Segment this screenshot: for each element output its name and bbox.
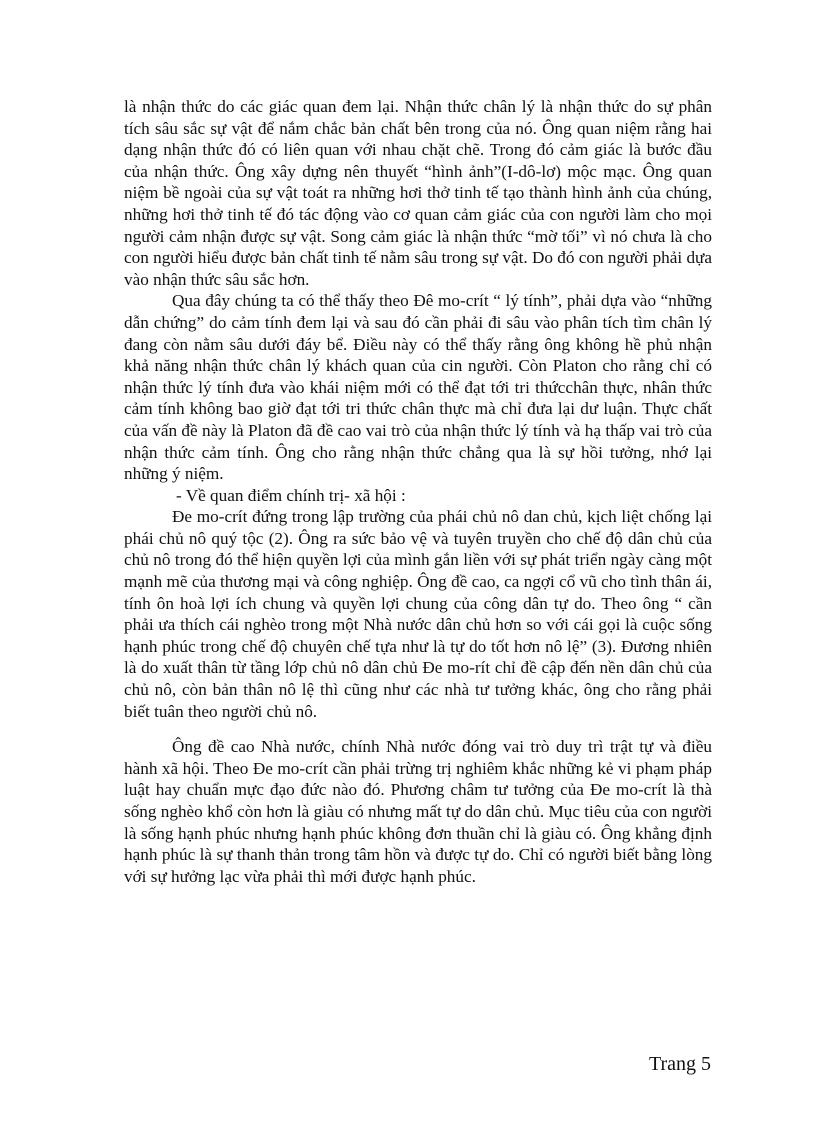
page-number: Trang 5 — [648, 1053, 711, 1075]
paragraph-democratic-slave-owners: Đe mo-crít đứng trong lập trường của phái chủ nô dan chủ, kịch liệt chống lại phái chủ nô quý tộc (2). Ông ra sức bảo vệ và tuyên truyền cho chế độ dân chủ của chủ nô trong đó thể hiện quyền lợi của mình gắn liền với sự phát triển ngày càng một mạnh mẽ của thương mại và công nghiệp. Ông đề cao, ca ngợi cổ vũ cho tình thân ái, tính ôn hoà lợi ích chung và quyền lợi chung của công dân tự do. Theo ông “ cần phải ưa thích cái nghèo trong một Nhà nước dân chủ hơn so với cái gọi là cuộc sống hạnh phúc trong chế độ chuyên chế tựa như là tự do tốt hơn nô lệ” (3). Đương nhiên là do xuất thân từ tầng lớp chủ nô dân chủ Đe mo-rít chỉ đề cập đến nền dân chủ của chủ nô, còn bản thân nô lệ thì cũng như các nhà tư tưởng khác, ông cho rằng phải biết tuân theo người chủ nô. — [124, 507, 712, 721]
paragraph-state-and-happiness: Ông đề cao Nhà nước, chính Nhà nước đóng vai trò duy trì trật tự và điều hành xã hội. Theo Đe mo-crít cần phải trừng trị nghiêm khắc những kẻ vi phạm pháp luật hay chuẩn mực đạo đức nào đó. Phương châm tư tưởng của Đe mo-crít là thà sống nghèo khổ còn hơn là giàu có nhưng mất tự do dân chủ. Mục tiêu của con người là sống hạnh phúc nhưng hạnh phúc không đơn thuần chỉ là giàu có. Ông khẳng định hạnh phúc là sự thanh thản trong tâm hồn và được tự do. Chỉ có người biết bằng lòng với sự hưởng lạc vừa phải thì mới được hạnh phúc. — [124, 737, 712, 886]
document-page-body — [124, 96, 712, 887]
section-heading-political-social: - Về quan điểm chính trị- xã hội : — [176, 485, 406, 505]
paragraph-democritus-reason: Qua đây chúng ta có thể thấy theo Đê mo-crít “ lý tính”, phải dựa vào “những dẫn chứng” do cảm tính đem lại và sau đó cần phải đi sâu vào phân tích tìm chân lý đang còn nằm sâu dưới đáy bể. Điều này có thể thấy rằng ông không hề phủ nhận khả năng nhận thức chân lý khách quan của cin người. Còn Platon cho rằng chỉ có nhận thức lý tính đưa vào khái niệm mới có thể đạt tới tri thứcchân thực, nhân thức cảm tính không bao giờ đạt tới tri thức chân thực mà chỉ đưa lại dư luận. Thực chất của vấn đề này là Platon đã đề cao vai trò của nhận thức lý tính và hạ thấp vai trò của nhận thức cảm tính. Ông cho rằng nhận thức chẳng qua là sự hồi tưởng, nhớ lại những ý niệm. — [124, 291, 712, 484]
paragraph-cognition-continuation: là nhận thức do các giác quan đem lại. Nhận thức chân lý là nhận thức do sự phân tích sâu sắc sự vật để nắm chắc bản chất bên trong của nó. Ông quan niệm rằng hai dạng nhận thức đó có liên quan với nhau chặt chẽ. Trong đó cảm giác là bước đầu của nhận thức. Ông xây dựng nên thuyết “hình ảnh”(I-dô-lơ) mộc mạc. Ông quan niệm bề ngoài của sự vật toát ra những hơi thở tinh tế tạo thành hình ảnh của chúng, những hơi thở tinh tế đó tác động vào cơ quan cảm giác của con người làm cho mọi người cảm nhận được sự vật. Song cảm giác là nhận thức “mờ tối” vì nó chưa là cho con người hiểu được bản chất tinh tế nằm sâu trong sự vật. Do đó con người phải dựa vào nhận thức sâu sắc hơn. — [124, 97, 712, 289]
